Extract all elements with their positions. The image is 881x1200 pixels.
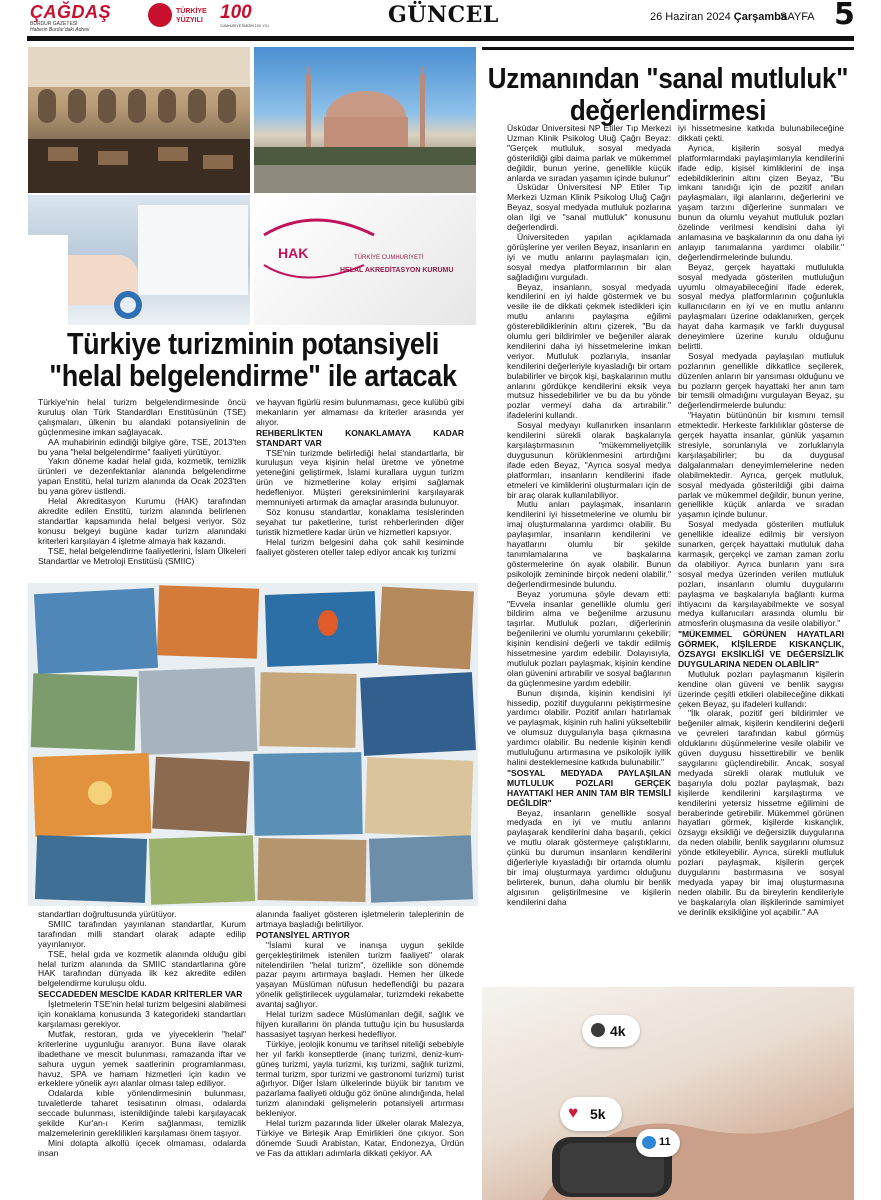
paragraph: Beyaz, insanların genellikle sosyal medyada en iyi ve mutlu anlarını paylaşarak kendilerini daha başarılı, çekici ve mutlu olarak göstermeye çalıştıklarını, çünkü bu durumun insanların kendilerini diğerleriyle kıyasladığı bir ortamda olumlu bir imaj oluşturmaya yardımcı olduğunu belirterek, bunun, daha olumlu bir benlik algısının geliştirilmesine ve kişilerin kendilerini daha — [507, 807, 671, 907]
header-rule — [27, 36, 854, 41]
turkiye-yuzyili-badge — [148, 2, 212, 30]
turkey-landmarks-collage — [28, 583, 478, 906]
social-media-phone-photo — [482, 987, 854, 1200]
turkiye-yuzyili-emblem-icon — [148, 3, 172, 27]
paragraph: Bunun dışında, kişinin kendisini iyi hissedip, pozitif duygularını pekiştirmesine yardımcı olabilir. Pozitif anıları hatırlamak ve paylaşmak, kişinin ruh halini yükseltebilir ve olumsuz duygularıyla başa çıkmasına yardımcı olabilir. Bu nedenle kişinin kendi mutluluğunu artırmasına ve psikolojik iyilik halini desteklemesine katkıda bulunabilir." — [507, 687, 671, 767]
paragraph: Helal turizm pazarında lider ülkeler olarak Malezya, Türkiye ve Birleşik Arap Emirlikleri öne çıkıyor. Son dönemde Suudi Arabistan, Katar, Endonezya, Ürdün ve Fas da attıkları adımlarla dikkati çekiyor. AA — [256, 1118, 464, 1158]
badge-line-1: TÜRKİYE — [176, 8, 207, 15]
comments-bubble — [636, 1129, 680, 1157]
comments-count: 11 — [659, 1136, 671, 1148]
paragraph: standartları doğrultusunda yürütüyor. — [38, 910, 177, 919]
left-article-col-3 — [38, 910, 246, 1200]
paragraph: Üsküdar Üniversitesi NP Etiler Tıp Merkezi Uzman Klinik Psikolog Uluğ Çağrı Beyaz, sosyal medyada mutluluk pozlarına olan ilgi ve "sanal mutluluk" konusunu değerlendirdi. — [507, 182, 671, 233]
badge-line-2: YÜZYILI — [176, 17, 203, 24]
left-article-title: Türkiye turizminin potansiyeli "helal belgelendirme" ile artacak — [49, 326, 457, 393]
right-article-col-1 — [507, 124, 671, 984]
issue-date-weekday: Çarşamba — [733, 11, 787, 23]
subheading: "SOSYAL MEDYADA PAYLAŞILAN MUTLULUK POZLARI GERÇEK HAYATTAKİ HER ANIN TAM BİR TEMSİLİ DEĞİLDİR" — [507, 767, 671, 808]
logo-name: ÇAĞDAŞ — [30, 2, 112, 22]
followers-count: 4k — [610, 1023, 626, 1039]
paragraph: iyi hissetmesine katkıda bulunabileceğine dikkati çekti. — [678, 124, 844, 143]
paragraph: Beyaz, gerçek hayattaki mutlulukla sosyal medyada gösterilen mutluluğun uyumlu olmayabileceğini ifade ederek, sosyal medya platformlarının çoğunlukla kullanıcıların en iyi ve en mutlu anlarını paylaşmaları üzerine odaklanırken, gerçek hayat daha karmaşık ve farklı duygusal deneyimlere üzerine kurulu olduğunu belirtti. — [678, 261, 844, 351]
newspaper-logo — [30, 2, 138, 33]
paragraph: Sosyal medyayı kullanırken insanların kendilerini sürekli olarak başkalarıyla karşılaştırmasının "mükemmeliyetçilik duygusunun körüklenmesini artırdığını ifade eden Beyaz, "Ayrıca sosyal medya platformları, insanların kendilerini ifade etmeleri ve kimliklerini oluşturmaları için de bir araç olarak kullanılabiliyor. — [507, 420, 671, 500]
paragraph: İşletmelerin TSE'nin helal turizm belgesini alabilmesi için konaklama konusunda 3 kategorideki standartları karşılaması gerekiyor. — [38, 999, 246, 1029]
followers-bubble — [582, 1015, 640, 1047]
paragraph: Helal Akreditasyon Kurumu (HAK) tarafından akredite edilen Enstitü, turizm alanında belirlenen standartlar kapsamında helal belgesi veriyor. Söz konusu belgeyi bugüne kadar turizm alanındaki kriterleri karşılayan 4 işletme almaya hak kazandı. — [38, 496, 246, 546]
centennial-number: 100 — [220, 2, 252, 23]
paragraph: TSE, helal gıda ve kozmetik alanında olduğu gibi helal turizm alanında da SMIIC standartlarına göre HAK tarafından dünyada ilk kez akredite edilen belgelendirme kuruluşu oldu. — [38, 948, 246, 989]
paragraph: Sosyal medyada paylaşılan mutluluk pozlarının genellikle dikkatlice seçilerek, düzenlen anların bir yansıması olduğunu ve bu pozların gerçek hayattaki her anın tam bir temsili olmadığını vurgulayan Beyaz, şu değerlendirmelerde bulundu: — [678, 350, 844, 411]
subheading: REHBERLİKTEN KONAKLAMAYA KADAR STANDART VAR — [256, 427, 464, 448]
paragraph: ve hayvan figürlü resim bulunmaması, gece kulübü gibi mekanların yer almaması da kriterler arasında yer alıyor. — [256, 398, 464, 427]
issue-date-day: 26 Haziran 2024 — [650, 11, 731, 23]
paragraph: AA muhabirinin edindiği bilgiye göre, TSE, 2013'ten bu yana "helal belgelendirme" faaliyeti yürütüyor. — [38, 436, 246, 457]
paragraph: alanında faaliyet gösteren işletmelerin taleplerinin de artmaya başladığı belirtiliyor. — [256, 910, 464, 929]
paragraph: Odalarda kıble yönlendirmesinin bulunması, tuvaletlerde taharet tesisatının olması, odalarda seccade bulunması, istenildiğinde talebi karşılayacak şekilde Kur'an-ı Kerim sağlanması, temizlik malzemelerinin gereklilikleri karşılaması önem taşıyor. — [38, 1088, 246, 1138]
logo-tagline: Haberin Burdur'daki Adresi — [30, 27, 90, 33]
paragraph: TSE'nin turizmde belirlediği helal standartlarla, bir kuruluşun veya kişinin helal üretme ve yönetme yeteneğini geliştirmek, İslami kurallara uygun turizm ürün ve hizmetlerine kolay erişimi sağlamak hedefleniyor. Müşteri gereksinimlerini karşılayarak memnuniyeti artırmak da amaçlar arasında bulunuyor. — [256, 447, 464, 508]
page-label: SAYFA — [780, 11, 815, 23]
logo-subtitle: BURDUR GAZETESİ — [30, 21, 78, 27]
paragraph: Türkiye, jeolojik konumu ve tarihsel niteliği sebebiyle her yıl farklı konseptlerde (inanç turizmi, deniz-kum-güneş turizmi, yayla turizmi, kış turizmi, sağlık turizmi, termal turizm, spor turizmi ve gastronomi turizmi) turist ağırlıyor. Diğer İslam ülkelerinde büyük bir tanıtım ve pazarlama faaliyeti olduğu göz önüne alındığında, helal turizm alanındaki gelişmelerin potansiyeli artırması bekleniyor. — [256, 1038, 464, 1119]
section-title: GÜNCEL — [388, 2, 499, 28]
paragraph: Mutluluk pozları paylaşmanın kişilerin kendine olan güveni ve benlik saygısı üzerinde çeşitli etkileri olabileceğine dikkati çeken Beyaz, şu ifadeleri kullandı: — [678, 668, 844, 709]
paragraph: "İlk olarak, pozitif geri bildirimler ve beğeniler almak, kişilerin kendilerini değerli ve çevreleri tarafından kabul görmüş olduklarını düşünmelerine vesile olabilir ve güven duygusu hissettirebilir ve benlik saygılarını güçlendirebilir. Ancak, sosyal medyada sürekli olarak mutluluk ve başarıyla dolu pozlar paylaşmak, bazı kişilerde kendilerini karşılaştırma ve kendilerini yetersiz hissetme eğilimini de beraberinde getirebilir. Mükemmel görünen hayatları görmek, kişilerde kıskançlık, özsaygı eksikliği ve değersizlik duygularına da neden olabilir, benlik saygılarını olumsuz yönde etkileyebilir. Ayrıca, sürekli mutluluk pozları paylaşmak, kişilerin gerçek duygularını bastırmasına ve sosyal medyada yapay bir imaj oluşturmasına neden olabilir. Bu da bireylerin kendileriyle ve başkalarıyla olan ilişkilerinde samimiyet ve derinlik eksikliğine yol açabilir." AA — [678, 708, 844, 917]
paragraph: SMIIC tarafından yayınlanan standartlar, Kurum tarafından milli standart olarak adapte edilip yayınlanıyor. — [38, 918, 246, 949]
paragraph: "Hayatın bütününün bir kısmını temsil etmektedir. Herkeste farklılıklar gösterse de gerçek hayatta insanlar, günlük yaşamın stresiyle, sorunlarıyla ve zorluklarıyla karşılaşabilirler; bu da duygusal dalgalanmaları deneyimlemelerine neden olabilmektedir. Ayrıca, gerçek mutluluk, sosyal medyada gösterildiği gibi daima parlak ve mükemmel değildir, bunun yerine, genellikle küçük anlarda ve sıradan yaşamın içinde bulunur. — [678, 410, 844, 520]
paragraph: Ayrıca, kişilerin sosyal medya platformlarındaki paylaşımlarıyla kendilerini ifade edip, kişisel kimliklerini de inşa edebildiklerinin altını çizen Beyaz, "Bu imkanı tanıdığı için de pozitif anıları paylaşmaları, ilgi alanlarını, değerlerini ve yaşam tarzını diğerlerine sunmaları ve bunun da olumlu veyahut mutluluk pozları özelinde verilmesi kendisini daha iyi anlamasına ve başkalarının da onu daha iyi anlayıp tanımalarına yardımcı olabilir." değerlendirmelerinde bulundu. — [678, 142, 844, 262]
likes-count: 5k — [590, 1106, 606, 1122]
paragraph: Helal turizm sadece Müslümanları değil, sağlık ve hijyen kurallarını ön planda tuttuğu için bu hususlarda hassasiyet taşıyan herkesi hedefliyor. — [256, 1009, 464, 1039]
heart-icon: ♥ — [568, 1103, 579, 1122]
paragraph: Türkiye'nin helal turizm belgelendirmesinde öncü kuruluş olan Türk Standardları Enstitüsünün (TSE) çalışmaları, ülkenin bu alandaki potansiyelinin de güçlenmesine imkan sağlayacak. — [38, 398, 246, 437]
paragraph: Yakın döneme kadar helal gıda, kozmetik, temizlik ürünleri ve dezenfektanlar alanında belgelendirme yapan Enstitü, helal turizm alanında da Ocak 2023'ten bu yana görev üstlendi. — [38, 456, 246, 497]
paragraph: Sosyal medyada gösterilen mutluluk genellikle idealize edilmiş bir versiyon sunarken, gerçek hayattaki mutluluk daha karmaşık, gerçekçi ve zaman zaman zorlu da olabiliyor. Ayrıca bunların yanı sıra sosyal medya üzerinden verilen mutluluk pozları, insanların olumlu duygularını paylaşma ve başkalarıyla bağlantı kurma ihtiyacını da karşılayabilmekte ve sosyal medya kullanıcıları arasında olumlu bir atmosferin oluşmasına da vesile olabiliyor." — [678, 519, 844, 629]
paragraph: "İslami kural ve inanışa uygun şekilde gerçekleştirilmek istenilen turizm faaliyeti" olarak nitelendirilen "helal turizm", özellikle son dönemde pazar payını artırmaya başladı. Hemen her ülkede yaşayan Müslüman nüfusun hedeflendiği bu pazara yönelik geliştirilecek uygulamalar, turizmdeki rekabette avantaj sağlıyor. — [256, 939, 464, 1010]
user-icon — [591, 1023, 605, 1037]
centennial-subtitle: CUMHURİYETİMİZİN 100. YILI — [220, 24, 269, 28]
paragraph: Mutlu anları paylaşmak, insanların kendilerini iyi hissetmelerine ve olumlu bir imaj oluşturmalarına yardımcı olabilir. Bu paylaşımlar, insanların kendilerini ve hayatlarını olumlu bir şekilde tanımlamalarına ve başkalarına göstermelerine ön ayak olabilir. Bunun psikolojik zemininde birçok nedeni olabilir." değerlendirmesinde bulundu. — [507, 499, 671, 589]
paragraph: Beyaz yorumuna şöyle devam etti: "Evvela insanlar genellikle olumlu geri bildirim alma ve beğenilme arzusunu taşırlar. Mutluluk pozları, diğerlerinin beğenilerini ve olumlu yorumlarını çekebilir; kişinin kendisini değerli ve takdir edilmiş hissetmesine yardım edebilir. Dolayısıyla, mutluluk pozları paylaşmak, kişinin kendine olan güvenini artırabilir ve sosyal bağlarının da güçlenmesine yardım edebilir. — [507, 588, 671, 688]
left-article-col-1 — [38, 398, 246, 583]
left-article-col-4 — [256, 910, 464, 1200]
centennial-badge — [220, 2, 272, 30]
paragraph: Helal turizm belgesini daha çok sahil kesiminde faaliyet gösteren oteller talep ediyor ancak kış turizmi — [256, 536, 464, 557]
subheading: "MÜKEMMEL GÖRÜNEN HAYATLARI GÖRMEK, KİŞİLERDE KISKANÇLIK, ÖZSAYGI EKSİKLİĞİ VE DEĞERSİZLİK DUYGULARINA NEDEN OLABİLİR" — [678, 629, 844, 669]
hak-sign-line-1: TÜRKİYE CUMHURİYETİ — [354, 255, 424, 261]
paragraph: Söz konusu standartlar, konaklama tesislerinden seyahat tur paketlerine, turist rehberlerinden diğer turistik hizmetlere kadar ürün ve hizmetleri kapsıyor. — [256, 506, 464, 537]
issue-date — [650, 11, 787, 23]
hagia-sophia-photo — [254, 47, 476, 193]
paragraph: Üsküdar Üniversitesi NP Etiler Tıp Merkezi Uzman Klinik Psikolog Uluğ Çağrı Beyaz: "Gerçek mutluluk, sosyal medyada gösterildiği gibi daima parlak ve mükemmel değildir, bunun yerine, genellikle küçük anlarda ve sıradan yaşamın içinde bulunur" — [507, 124, 671, 183]
hak-sign-logo: HAK — [278, 245, 309, 261]
comment-icon — [642, 1136, 656, 1149]
paragraph: TSE, helal belgelendirme faaliyetlerini, İslam Ülkeleri Standartlar ve Metroloji Enstitüsü (SMIIC) — [38, 545, 246, 566]
right-article-col-2 — [678, 124, 844, 984]
hak-sign-line-2: HELAL AKREDİTASYON KURUMU — [340, 267, 454, 274]
paragraph: Üniversiteden yapılan açıklamada görüşlerine yer verilen Beyaz, insanların en iyi ve mutlu anlarını paylaşmaları için, sosyal medya platformlarının bir alan sağladığını vurguladı. — [507, 231, 671, 282]
hotel-courtyard-photo — [28, 47, 250, 193]
paragraph: Beyaz, insanların, sosyal medyada kendilerini en iyi halde göstermek ve bu vesile ile de dikkati çekmek istedikleri için mutlu anlarını paylaşma eğilimi gösterebildiklerinin altını çizerek, "Bu da olumlu geri bildirimler ve beğeniler alarak kendilerini daha iyi hissetmelerine imkan veriyor. Mutluluk pozlarıyla, insanlar kendilerini değerleriyle kıyasladığı bir ortam bulabilirler ve birçok kişi, başkalarının mutlu anlarını gördükçe kendilerini eksik veya mutsuz hissedebilirler ve bu da bu yönde pozlar vermeyi daha da artırabilir." ifadelerini kullandı. — [507, 281, 671, 421]
page-number: 5 — [834, 0, 855, 32]
paragraph: Mini dolapta alkollü içecek olmaması, odalarda insan — [38, 1137, 246, 1158]
left-article-col-2 — [256, 398, 464, 583]
likes-bubble — [560, 1097, 622, 1131]
subheading: POTANSİYEL ARTIYOR — [256, 929, 350, 940]
hak-sign-photo — [254, 195, 476, 325]
right-article-title: Uzmanından "sanal mutluluk" değerlendirmesi — [487, 60, 849, 127]
paragraph: Mutfak, restoran, gıda ve yiyeceklerin "helal" kriterlerine uygunluğu aranıyor. Buna ilave olarak ibadethane ve mescit bulunması, ramazanda iftar ve sahura uygun yemek saatlerinin programlanması, havuz, SPA ve hamam hizmetleri için kadın ve erkeklere yönelik ayrı alanlar olması talep ediliyor. — [38, 1028, 246, 1089]
lab-testing-photo — [28, 195, 250, 325]
subheading: SECCADEDEN MESCİDE KADAR KRİTERLER VAR — [38, 989, 243, 1000]
